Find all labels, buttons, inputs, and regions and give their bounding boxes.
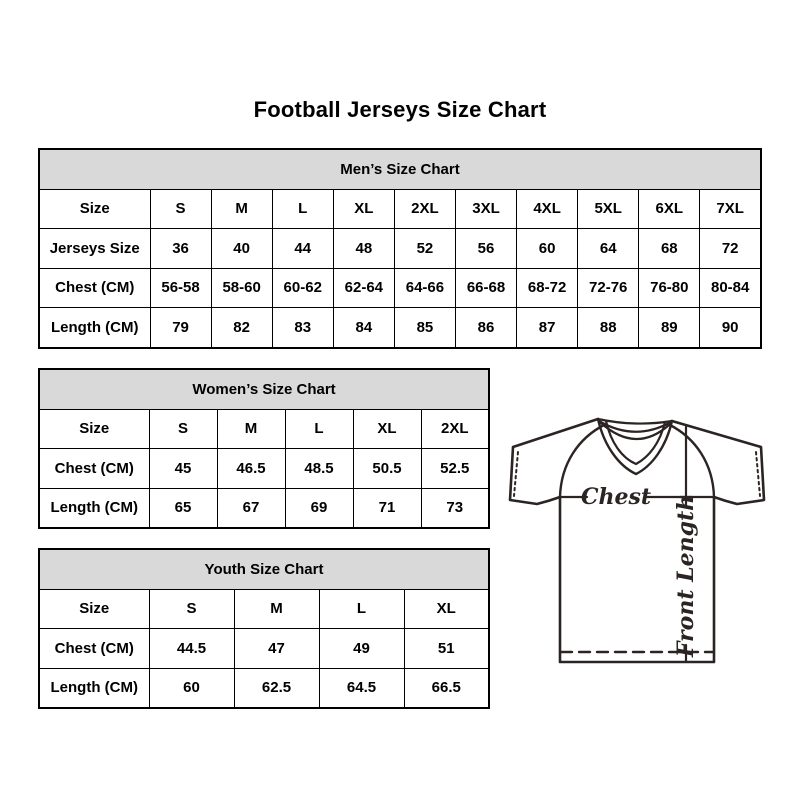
collar-top-line [598, 419, 672, 424]
value-cell: 86 [455, 308, 516, 348]
value-cell: 79 [150, 308, 211, 348]
youth-size-table [38, 548, 490, 709]
value-cell: 7XL [700, 189, 761, 229]
value-cell: 51 [404, 629, 489, 669]
value-cell: 83 [272, 308, 333, 348]
womens-table-title: Women’s Size Chart [39, 369, 489, 409]
value-cell: 58-60 [211, 268, 272, 308]
table-row [39, 668, 489, 708]
value-cell: 66-68 [455, 268, 516, 308]
table-row [39, 268, 761, 308]
value-cell: 90 [700, 308, 761, 348]
value-cell: 64.5 [319, 668, 404, 708]
value-cell: S [150, 189, 211, 229]
value-cell: 66.5 [404, 668, 489, 708]
youth-table-title: Youth Size Chart [39, 549, 489, 589]
value-cell: L [272, 189, 333, 229]
value-cell: 72-76 [578, 268, 639, 308]
value-cell: 64 [578, 229, 639, 269]
value-cell: 44.5 [149, 629, 234, 669]
value-cell: 2XL [394, 189, 455, 229]
row-label-cell: Length (CM) [39, 308, 150, 348]
value-cell: 68-72 [517, 268, 578, 308]
value-cell: 68 [639, 229, 700, 269]
value-cell: 89 [639, 308, 700, 348]
value-cell: M [234, 589, 319, 629]
chest-measure-label: Chest [580, 484, 652, 510]
value-cell: 46.5 [217, 449, 285, 489]
row-label-cell: Jerseys Size [39, 229, 150, 269]
table-row [39, 629, 489, 669]
jersey-diagram [500, 395, 790, 680]
row-label-cell: Length (CM) [39, 668, 149, 708]
value-cell: 3XL [455, 189, 516, 229]
value-cell: 87 [517, 308, 578, 348]
table-header-row [39, 369, 489, 409]
value-cell: 45 [149, 449, 217, 489]
value-cell: 40 [211, 229, 272, 269]
table-row [39, 488, 489, 528]
value-cell: 52 [394, 229, 455, 269]
value-cell: M [217, 409, 285, 449]
value-cell: 56-58 [150, 268, 211, 308]
right-cuff-stitch-line [756, 452, 760, 496]
value-cell: 72 [700, 229, 761, 269]
value-cell: 85 [394, 308, 455, 348]
mens-table-title: Men’s Size Chart [39, 149, 761, 189]
row-label-cell: Size [39, 589, 149, 629]
womens-size-table [38, 368, 490, 529]
left-cuff-stitch-line [514, 452, 518, 496]
value-cell: 76-80 [639, 268, 700, 308]
row-label-cell: Length (CM) [39, 488, 149, 528]
value-cell: 4XL [517, 189, 578, 229]
table-row [39, 308, 761, 348]
value-cell: S [149, 589, 234, 629]
table-row [39, 409, 489, 449]
value-cell: 48.5 [285, 449, 353, 489]
front-length-measure-label: Front Length [673, 494, 699, 658]
row-label-cell: Size [39, 409, 149, 449]
value-cell: XL [333, 189, 394, 229]
value-cell: L [319, 589, 404, 629]
row-label-cell: Chest (CM) [39, 268, 150, 308]
value-cell: 44 [272, 229, 333, 269]
value-cell: 67 [217, 488, 285, 528]
value-cell: 62.5 [234, 668, 319, 708]
row-label-cell: Chest (CM) [39, 629, 149, 669]
page-title: Football Jerseys Size Chart [253, 97, 547, 122]
value-cell: 71 [353, 488, 421, 528]
value-cell: 6XL [639, 189, 700, 229]
value-cell: 48 [333, 229, 394, 269]
value-cell: XL [404, 589, 489, 629]
value-cell: 5XL [578, 189, 639, 229]
table-row [39, 449, 489, 489]
value-cell: 56 [455, 229, 516, 269]
mens-size-table [38, 148, 762, 349]
value-cell: 49 [319, 629, 404, 669]
table-row [39, 589, 489, 629]
jersey-outline [510, 419, 764, 662]
value-cell: 82 [211, 308, 272, 348]
value-cell: M [211, 189, 272, 229]
value-cell: 60-62 [272, 268, 333, 308]
value-cell: XL [353, 409, 421, 449]
jersey-right-seam [670, 425, 714, 497]
value-cell: 73 [421, 488, 489, 528]
value-cell: 64-66 [394, 268, 455, 308]
value-cell: 60 [517, 229, 578, 269]
table-row [39, 189, 761, 229]
value-cell: 65 [149, 488, 217, 528]
table-row [39, 229, 761, 269]
value-cell: 84 [333, 308, 394, 348]
value-cell: S [149, 409, 217, 449]
row-label-cell: Chest (CM) [39, 449, 149, 489]
value-cell: L [285, 409, 353, 449]
value-cell: 60 [149, 668, 234, 708]
value-cell: 80-84 [700, 268, 761, 308]
value-cell: 88 [578, 308, 639, 348]
value-cell: 50.5 [353, 449, 421, 489]
table-header-row [39, 149, 761, 189]
table-header-row [39, 549, 489, 589]
value-cell: 62-64 [333, 268, 394, 308]
value-cell: 69 [285, 488, 353, 528]
value-cell: 36 [150, 229, 211, 269]
value-cell: 47 [234, 629, 319, 669]
value-cell: 52.5 [421, 449, 489, 489]
value-cell: 2XL [421, 409, 489, 449]
row-label-cell: Size [39, 189, 150, 229]
